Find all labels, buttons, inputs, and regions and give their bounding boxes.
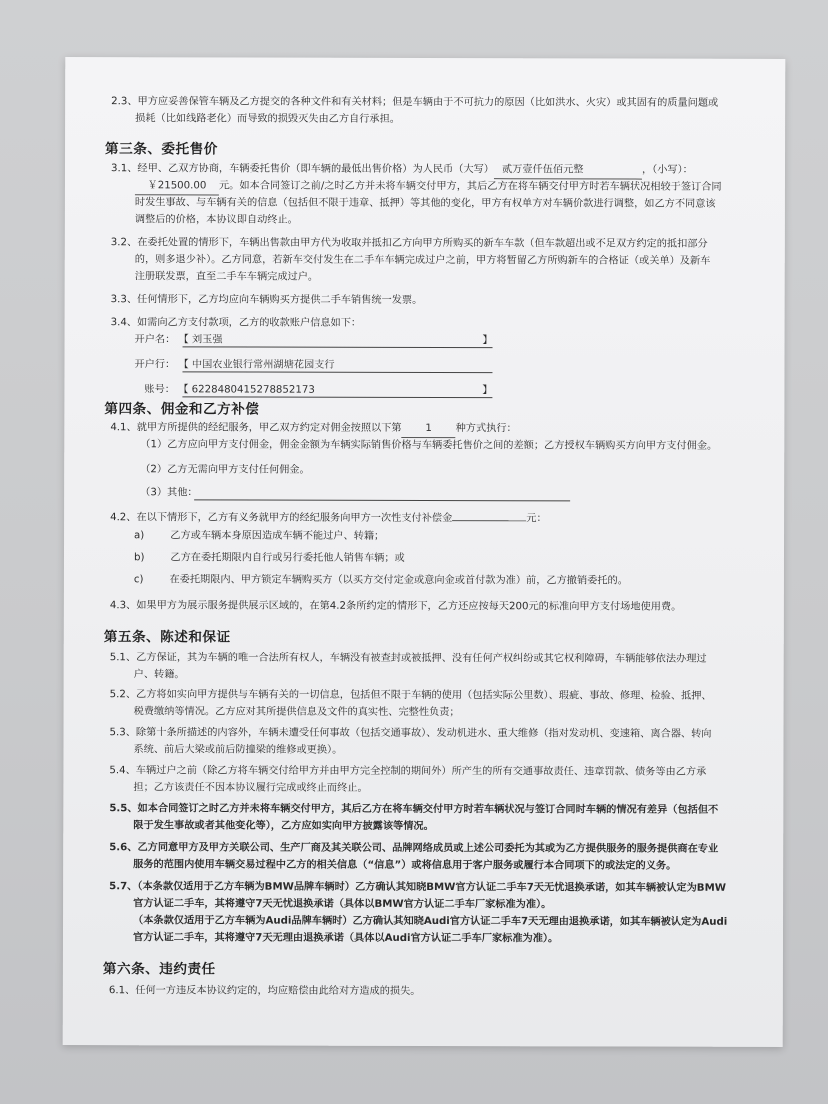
- item-text: 乙方或车辆本身原因造成车辆不能过户、转籍；: [170, 530, 385, 542]
- clause-4-2-item-b: [134, 549, 405, 567]
- clause-3-2-line1: 3.2、在委托处置的情形下，车辆出售款由甲方代为收取并抵扣乙方向甲方所购买的新车车款（但车款超出或不足双方约定的抵扣部分: [110, 237, 708, 250]
- section-4-heading: 第四条、佣金和乙方补偿: [104, 401, 260, 418]
- clause-5-6-line2: 服务的范围内使用车辆交易过程中乙方的相关信息（“信息”）或将信息用于客户服务或履行本合同项下的或法定的义务。: [133, 859, 677, 872]
- clause-4-2-text-b: 元：: [526, 513, 547, 525]
- clause-4-1-text-a: 4.1、就甲方所提供的经纪服务，甲乙双方约定对佣金按照以下第: [110, 422, 402, 434]
- clause-3-1-line3: 时发生事故、与车辆有关的信息（包括但不限于违章、抵押）等其他的变化，甲方有权单方对车辆价款进行调整，如乙方不同意该: [134, 197, 716, 210]
- clause-3-4-intro: 3.4、如需向乙方支付款项，乙方的收款账户信息如下：: [110, 317, 362, 329]
- bracket-open: 【: [178, 359, 189, 371]
- clause-5-7-line1: 5.7、（本条款仅适用于乙方车辆为BMW品牌车辆时）乙方确认其知晓BMW官方认证二手车7天无忧退换承诺，如其车辆被认定为BMW: [109, 881, 726, 894]
- commission-option-1: （1）乙方应向甲方支付佣金，佣金金额为车辆实际销售价格与车辆委托售价之间的差额；乙方授权车辆购买方向甲方支付佣金。: [140, 439, 718, 452]
- bracket-close-name: 】: [482, 335, 493, 347]
- other-option-underline: [194, 499, 570, 501]
- clause-5-7-line2: 官方认证二手车，其将遵守7天无忧退换承诺（具体以BMW官方认证二手车厂家标准为准）。: [133, 898, 552, 911]
- clause-4-1-text-b: 种方式执行：: [455, 423, 517, 435]
- clause-5-5-line1: 5.5、如本合同签订之时乙方并未将车辆交付甲方，其后乙方在将车辆交付甲方时若车辆状况与签订合同时车辆的情况有差异（包括但不: [109, 803, 719, 816]
- clause-3-1-text-c: 元。如本合同签订之前/之时乙方并未将车辆交付甲方，其后乙方在将车辆交付甲方时若车辆状况相较于签订合同: [218, 180, 722, 193]
- bracket-open: 【: [178, 334, 189, 346]
- item-key: a): [134, 530, 145, 542]
- commission-option-3: （3）其他：: [140, 487, 198, 499]
- account-number-value: 6228480415278852173: [191, 384, 315, 396]
- clause-3-1-line4: 调整后的价格，本协议即自动终止。: [134, 214, 298, 226]
- clause-3-1-text-a: 3.1、经甲、乙双方协商，车辆委托售价（即车辆的最低出售价格）为人民币（大写）: [110, 163, 494, 176]
- clause-3-1-text-b: ，（小写）：: [641, 164, 693, 176]
- item-text: 乙方在委托期限内自行或另行委托他人销售车辆；或: [170, 552, 405, 564]
- clause-2-3-line1: 2.3、甲方应妥善保管车辆及乙方提交的各种文件和有关材料；但是车辆由于不可抗力的原因（比如洪水、火灾）或其固有的质量问题或: [111, 96, 719, 109]
- clause-6-1: 6.1、任何一方违反本协议约定的，均应赔偿由此给对方造成的损失。: [108, 985, 421, 997]
- clause-4-2-intro: [110, 509, 547, 527]
- clause-5-4-line2: 担；乙方该责任不因本协议履行完成或终止而终止。: [133, 782, 368, 794]
- section-5-heading: 第五条、陈述和保证: [103, 629, 231, 646]
- section-3-heading: 第三条、委托售价: [105, 141, 218, 158]
- contract-page: [63, 57, 786, 1047]
- clause-5-3-line1: 5.3、除第十条所描述的内容外，车辆未遭受任何事故（包括交通事故）、发动机进水、重大维修（指对发动机、变速箱、离合器、转向: [109, 727, 712, 740]
- clause-5-5-line2: 限于发生事故或者其他变化等），乙方应如实向甲方披露该等情况。: [133, 820, 434, 833]
- item-key: c): [133, 574, 144, 586]
- clause-2-3-line2: 损耗（比如线路老化）而导致的损毁灭失由乙方自行承担。: [135, 113, 401, 125]
- account-name-value: 刘玉强: [191, 334, 223, 346]
- clause-5-2-line1: 5.2、乙方将如实向甲方提供与车辆有关的一切信息，包括但不限于车辆的使用（包括实际公里数）、瑕疵、事故、修理、检验、抵押、: [109, 689, 712, 702]
- item-text: 在委托期限内、甲方锁定车辆购买方（以买方交付定金或意向金或首付款为准）前，乙方撤销委托的。: [169, 574, 628, 587]
- price-in-figures: ￥21500.00: [135, 177, 219, 195]
- bank-label: 开户行：: [134, 359, 176, 371]
- commission-option-2: （2）乙方无需向甲方支付任何佣金。: [140, 464, 310, 476]
- clause-4-2-item-a: [134, 527, 384, 545]
- clause-3-3: 3.3、任何情形下，乙方均应向车辆购买方提供二手车销售统一发票。: [110, 294, 423, 306]
- clause-4-2-item-c: [134, 571, 628, 589]
- clause-5-4-line1: 5.4、车辆过户之前（除乙方将车辆交付给甲方并由甲方完全控制的期间外）所产生的所有交通事故责任、违章罚款、债务等由乙方承: [109, 765, 707, 778]
- account-name-underline: [183, 346, 493, 348]
- clause-5-7-line4: 官方认证二手车，其将遵守7天无理由退换承诺（具体以Audi官方认证二手车厂家标准为准）。: [132, 932, 559, 945]
- clause-5-6-line1: 5.6、乙方同意甲方及甲方关联公司、生产厂商及其关联公司、品牌网络成员或上述公司委托为其或为乙方提供服务的服务提供商在专业: [109, 842, 719, 855]
- section-6-heading: 第六条、违约责任: [102, 961, 216, 978]
- bracket-open: 【: [178, 384, 189, 396]
- clause-5-1-line1: 5.1、乙方保证，其为车辆的唯一合法所有权人，车辆没有被查封或被抵押、没有任何产权纠纷或其它权利障碍，车辆能够依法办理过: [109, 652, 707, 665]
- item-key: b): [133, 552, 145, 564]
- clause-3-2-line3: 注册联发票，直至二手车车辆完成过户。: [134, 271, 319, 283]
- clause-5-3-line2: 系统、前后大梁或前后防撞梁的维修或更换）。: [133, 744, 343, 756]
- clause-5-7-line3: （本条款仅适用于乙方车辆为Audi品牌车辆时）乙方确认其知晓Audi官方认证二手车7天无理由退换承诺，如其车辆被认定为Audi: [133, 915, 728, 928]
- bracket-close-acct: 】: [482, 385, 493, 397]
- account-number-label: 账号：: [144, 384, 176, 396]
- clause-3-2-line2: 的，则多退少补）。乙方同意，若新车交付发生在二手车车辆完成过户之前，甲方将暂留乙方所购新车的合格证（或关单）及新车: [134, 254, 711, 267]
- clause-5-2-line2: 税费缴纳等情况。乙方应对其所提供信息及文件的真实性、完整性负责；: [133, 706, 460, 719]
- commission-option-number: 1: [402, 420, 456, 438]
- clause-4-2-text-a: 4.2、在以下情形下，乙方有义务就甲方的经纪服务向甲方一次性支付补偿金: [110, 512, 453, 525]
- account-name-label: 开户名：: [134, 334, 176, 346]
- clause-5-1-line2: 户、转籍。: [133, 669, 185, 681]
- bank-value: 中国农业银行常州湖塘花园支行: [191, 359, 335, 371]
- clause-4-3: 4.3、如果甲方为展示服务提供展示区域的，在第4.2条所约定的情形下，乙方还应按每天200元的标准向甲方支付场地使用费。: [109, 600, 682, 613]
- price-in-words: 贰万壹仟伍佰元整: [494, 161, 642, 179]
- compensation-amount-blank: [452, 520, 526, 521]
